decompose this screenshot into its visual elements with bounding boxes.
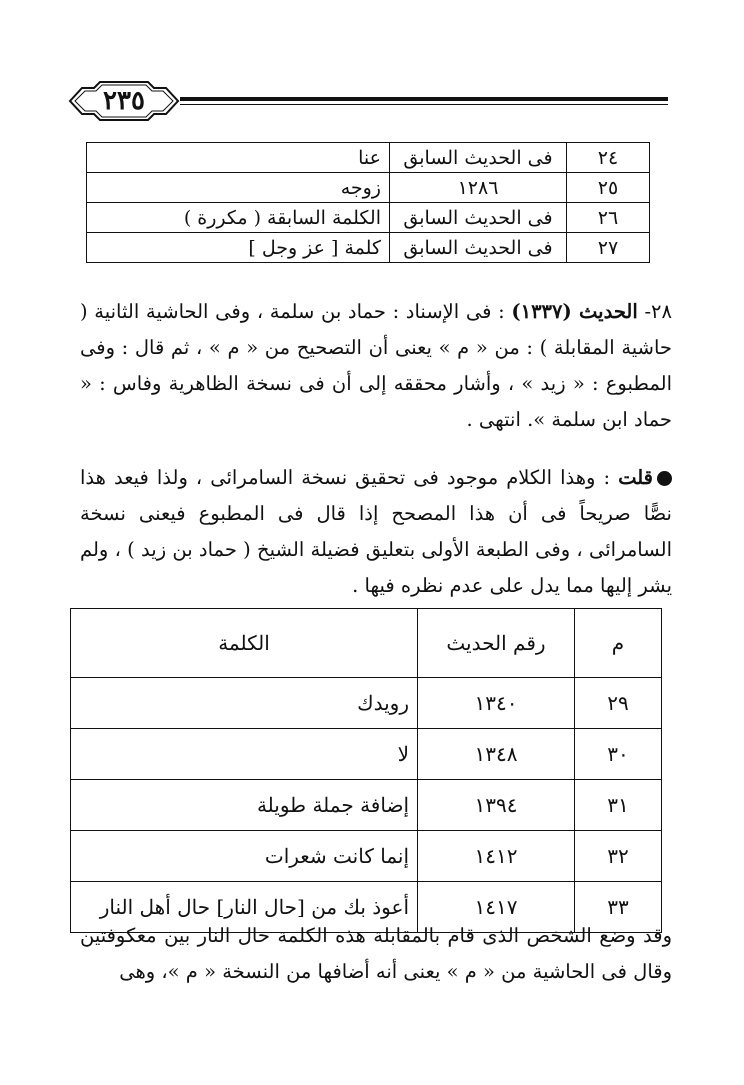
table-row (71, 678, 662, 729)
cell-source: فى الحديث السابق (390, 143, 567, 173)
cell-num: ٣٢ (575, 831, 662, 882)
note-label: قلت (618, 466, 653, 489)
cell-word: لا (71, 729, 418, 780)
header-hadith-number: رقم الحديث (418, 609, 575, 678)
paragraph-text: وقد وضع الشخص الذى قام بالمقابلة هذه الكلمة حال النار بين معكوفتين وقال فى الحاشية من « م » يعنى أنه أضافها من النسخة « م »، وهى (80, 924, 672, 983)
cell-source: ١٢٨٦ (390, 173, 567, 203)
cell-word: عنا (87, 143, 390, 173)
cell-word: إنما كانت شعرات (71, 831, 418, 882)
cell-hadith: ١٤١٧ (418, 882, 575, 933)
cell-word: زوجه (87, 173, 390, 203)
variants-table-2 (70, 608, 662, 933)
variants-table-1 (86, 142, 650, 263)
cell-num: ٣٣ (575, 882, 662, 933)
table-row (87, 173, 650, 203)
table-row (71, 780, 662, 831)
table-row (87, 233, 650, 263)
header-word: الكلمة (71, 609, 418, 678)
cell-num: ٢٥ (567, 173, 650, 203)
page-number: ٢٣٥ (103, 86, 145, 116)
cell-num: ٣١ (575, 780, 662, 831)
header-rule-thick (180, 97, 668, 101)
cell-hadith: ١٣٩٤ (418, 780, 575, 831)
cell-num: ٢٧ (567, 233, 650, 263)
table-row (87, 143, 650, 173)
table-header-row (71, 609, 662, 678)
table-row (71, 729, 662, 780)
cell-hadith: ١٣٤٨ (418, 729, 575, 780)
cell-num: ٣٠ (575, 729, 662, 780)
cell-word: الكلمة السابقة ( مكررة ) (87, 203, 390, 233)
paragraph-final (80, 918, 672, 990)
item-number: ٢٨- (637, 300, 672, 323)
paragraph-text: : فى الإسناد : حماد بن سلمة ، وفى الحاشية الثانية ( حاشية المقابلة ) : من « م » يعنى أن التصحيح من « م » ، ثم قال : وفى المطبوع : « زيد » ، وأشار محققه إلى أن فى نسخة الظاهرية وفاس : « حماد ابن سلمة ». انتهى . (80, 300, 672, 431)
cell-word: كلمة [ عز وجل ] (87, 233, 390, 263)
cell-num: ٢٦ (567, 203, 650, 233)
cell-num: ٢٩ (575, 678, 662, 729)
header-rule-thin (180, 104, 668, 105)
cell-num: ٢٤ (567, 143, 650, 173)
paragraph-text: : وهذا الكلام موجود فى تحقيق نسخة السامرائى ، ولذا فيعد هذا نصًّا صريحاً فى أن هذا المصحح إذا قال فى المطبوع فيعنى نسخة السامرائى ، وفى الطبعة الأولى بتعليق فضيلة الشيخ ( حماد بن زيد ) ، ولم يشر إليها مما يدل على عدم نظره فيها . (80, 466, 672, 597)
table-row (87, 203, 650, 233)
hadith-label: الحديث (١٣٣٧) (511, 300, 638, 323)
bullet-dot-icon (657, 471, 672, 486)
cell-source: فى الحديث السابق (390, 233, 567, 263)
cell-hadith: ١٣٤٠ (418, 678, 575, 729)
paragraph-note (80, 460, 672, 604)
cell-word: أعوذ بك من [حال النار] حال أهل النار (71, 882, 418, 933)
paragraph-hadith-1337 (80, 294, 672, 438)
cell-word: إضافة جملة طويلة (71, 780, 418, 831)
cell-hadith: ١٤١٢ (418, 831, 575, 882)
header-num: م (575, 609, 662, 678)
table-row (71, 831, 662, 882)
cell-source: فى الحديث السابق (390, 203, 567, 233)
cell-word: رويدك (71, 678, 418, 729)
